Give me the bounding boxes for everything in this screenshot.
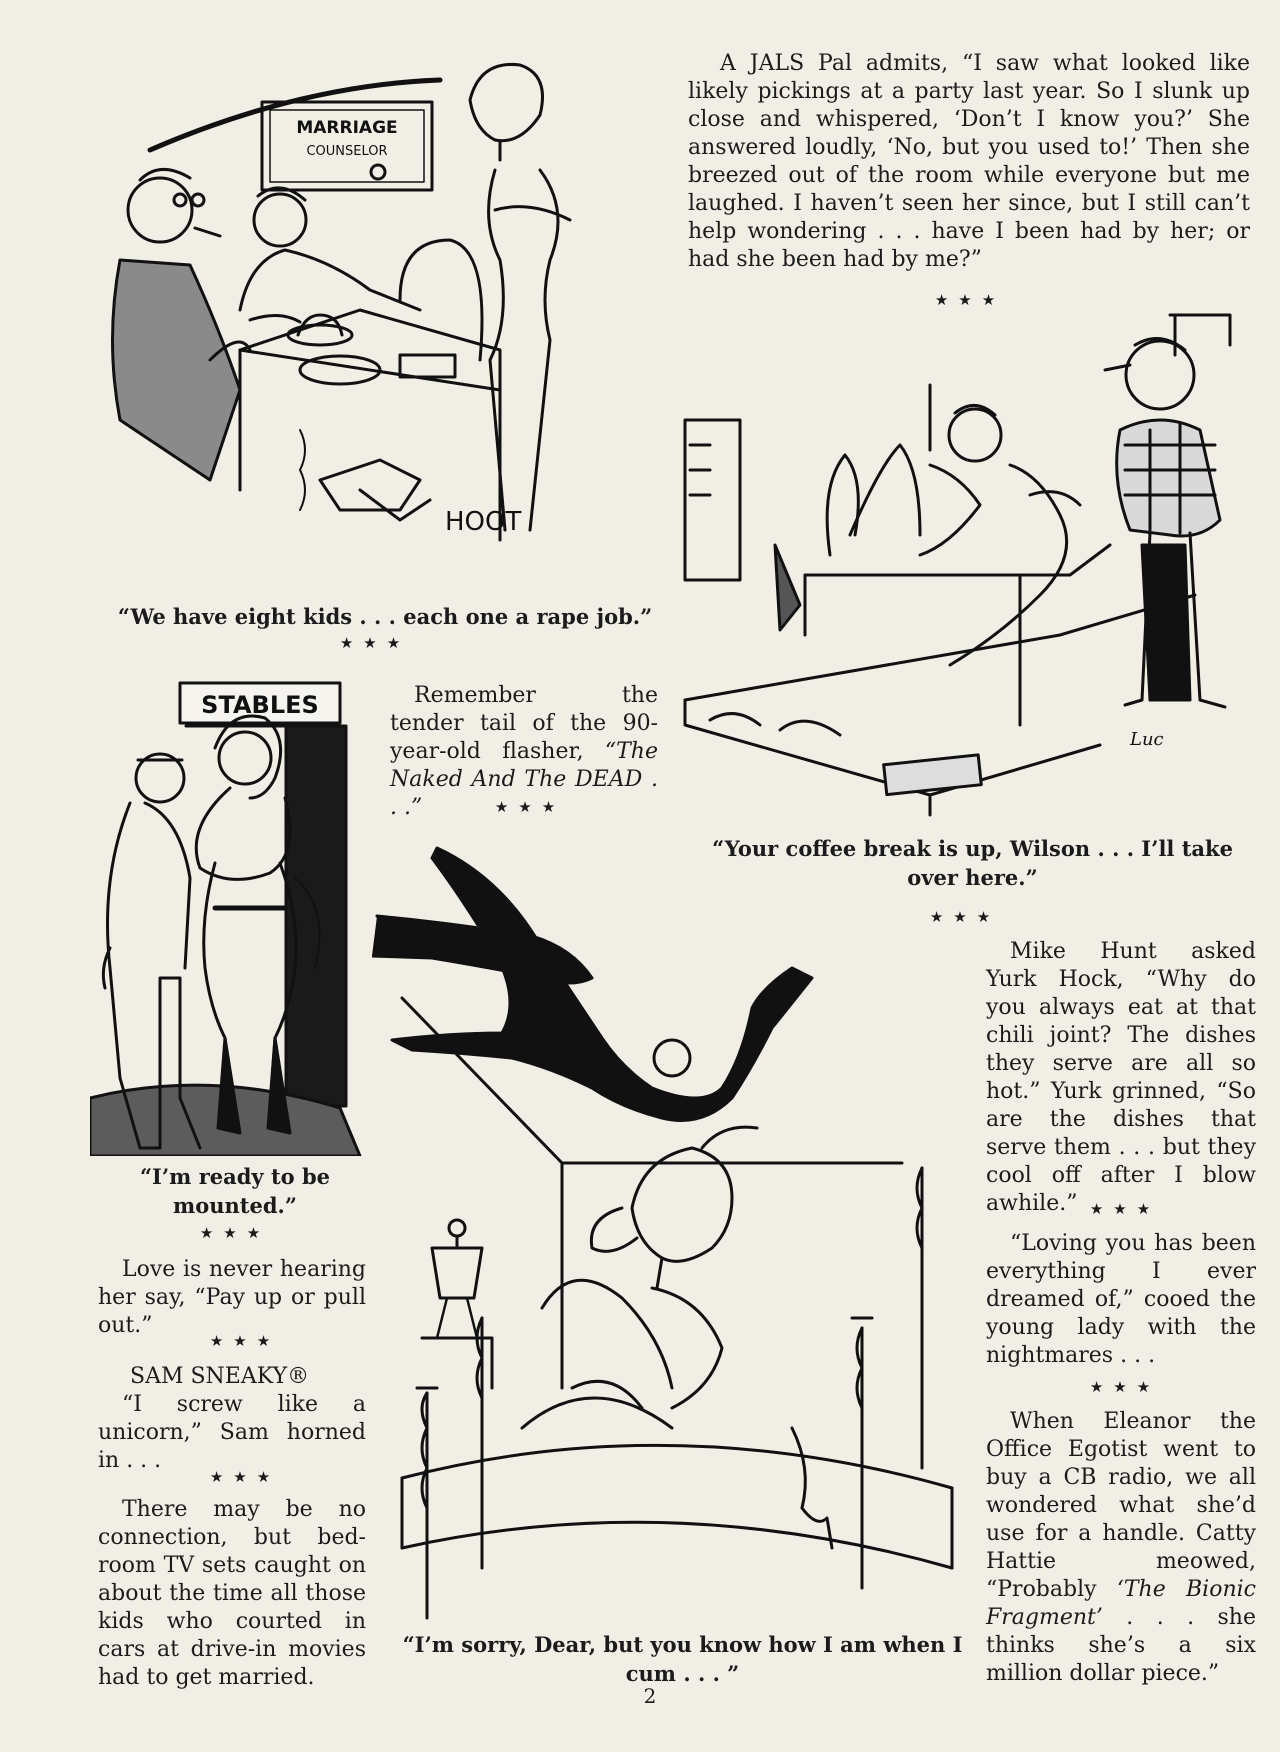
artist-signature: Luc (1130, 729, 1164, 750)
sam-sneaky-joke: “I screw like a unicorn,” Sam horned in . . . (98, 1392, 366, 1473)
marriage-counselor-cartoon (100, 60, 660, 580)
eleanor-joke (986, 1408, 1256, 1688)
stars-divider: ★★★ (1089, 1200, 1161, 1218)
stars-divider: ★★★ (934, 291, 1006, 309)
stars-divider: ★★★ (209, 1332, 281, 1350)
sam-sneaky-heading: SAM SNEAKY® (130, 1364, 310, 1389)
stars-divider: ★★★ (494, 798, 566, 816)
flasher-joke-title: “The Naked And The DEAD . . .” (390, 739, 658, 820)
flasher-joke-text: Remember the tender tail of the 90-year-old flasher, (390, 683, 658, 764)
jals-joke: A JALS Pal admits, “I saw what looked like likely pickings at a party last year. So I slunk up close and whispered, ‘Don’t I know you?’ She answered loudly, ‘No, but you used to!’ Then she breezed out of the room while everyone but me laughed. I haven’t seen her since, but I still can’t help wondering . . . have I been had by her; or had she been had by me?” (688, 51, 1250, 272)
stars-divider: ★★★ (199, 1224, 271, 1242)
page-number: 2 (643, 1684, 657, 1708)
eleanor-joke-end: . . . she thinks she’s a six million dollar piece.” (986, 1605, 1256, 1686)
ceiling-drawing (372, 828, 970, 1638)
stars-divider: ★★★ (1089, 1378, 1161, 1396)
stars-divider: ★★★ (929, 908, 1001, 926)
coffee-break-cartoon (680, 305, 1270, 820)
stables-caption: “I’m ready to be mounted.” (139, 1164, 331, 1218)
coffee-break-drawing (680, 305, 1270, 820)
mike-hunt-joke: Mike Hunt asked Yurk Hock, “Why do you always eat at that chili joint? The dishes they serve are all so hot.” Yurk grinned, “So are the dishes that serve them . . . but they cool off after I blow awhile.” (986, 939, 1256, 1216)
ceiling-caption: “I’m sorry, Dear, but you know how I am when I cum . . . ” (402, 1632, 963, 1686)
bedroom-tv-joke: There may be no connection, but bed-room TV sets caught on about the time all those kids who courted in cars at drive-in movies had to get married. (98, 1497, 366, 1690)
certificate-line-1: MARRIAGE (296, 118, 398, 138)
loving-you-joke: “Loving you has been everything I ever dreamed of,” cooed the young lady with the nightmares . . . (986, 1231, 1256, 1368)
marriage-counselor-drawing (100, 60, 660, 580)
stars-divider: ★★★ (339, 634, 411, 652)
hoot-sound-effect: HOOT (445, 507, 522, 537)
stables-cartoon (90, 678, 370, 1156)
eleanor-joke-text: When Eleanor the Office Egotist went to buy a CB radio, we all wondered what she’d use for a handle. Catty Hattie meowed, “Probably (986, 1409, 1256, 1602)
stars-divider: ★★★ (209, 1468, 281, 1486)
certificate-line-2: COUNSELOR (306, 144, 388, 159)
eleanor-joke-title: ‘The Bionic Fragment’ (986, 1577, 1256, 1630)
love-joke: Love is never hearing her say, “Pay up or pull out.” (98, 1257, 366, 1338)
stables-drawing (90, 678, 370, 1156)
ceiling-cartoon (372, 828, 970, 1638)
stables-sign: STABLES (201, 691, 319, 719)
marriage-caption: “We have eight kids . . . each one a rape job.” (117, 604, 653, 629)
coffee-break-caption: “Your coffee break is up, Wilson . . . I’ll take over here.” (712, 836, 1233, 890)
